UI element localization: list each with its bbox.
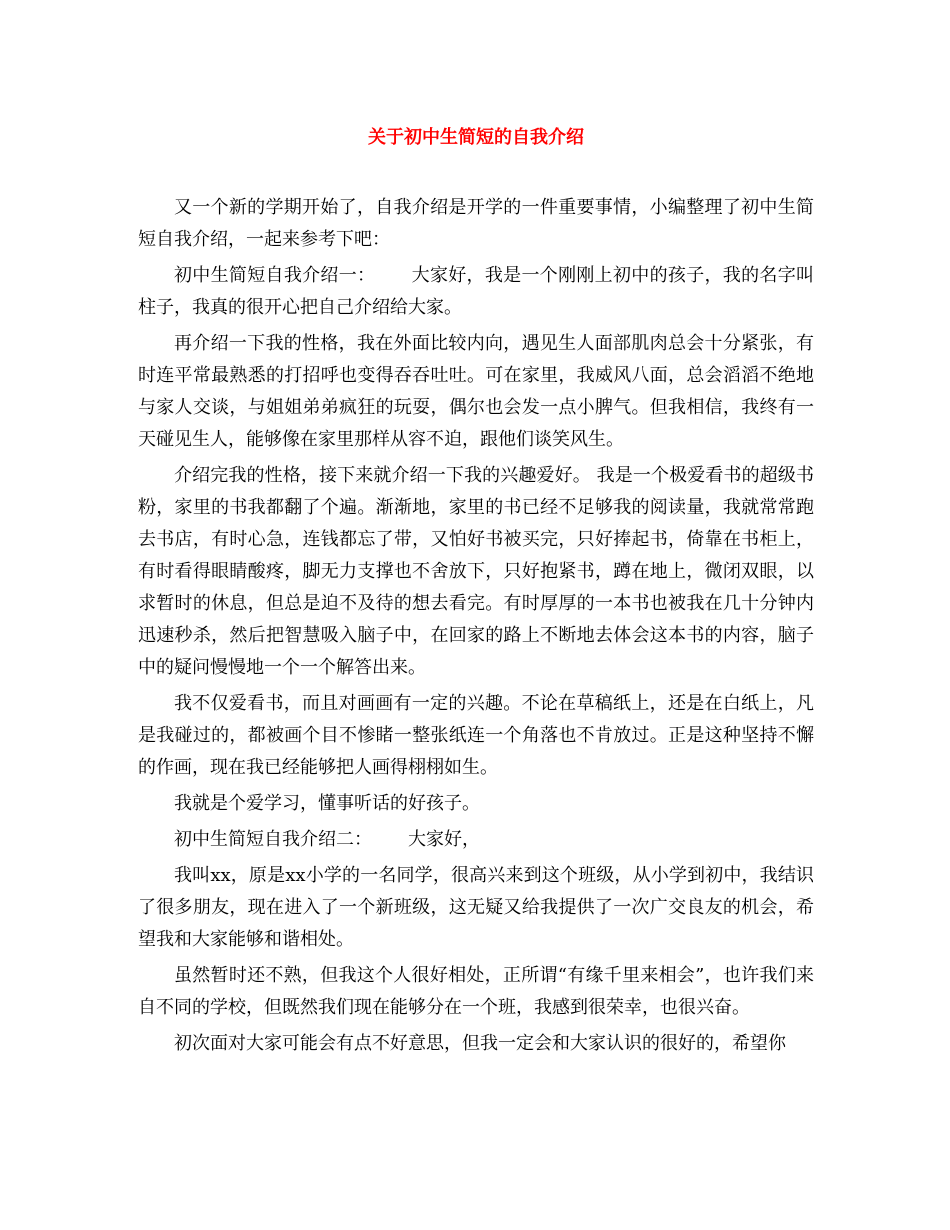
section-heading-two: 初中生简短自我介绍二： <box>174 829 372 850</box>
document-body <box>138 192 814 1064</box>
paragraph-1 <box>138 192 814 256</box>
document-page <box>138 0 814 1230</box>
paragraph-4 <box>138 460 814 684</box>
paragraph-text: 大家好，我是一个刚刚上初中的孩子，我的名字叫柱子，我真的很开心把自己介绍给大家。 <box>138 265 815 318</box>
paragraph-text: 又一个新的学期开始了，自我介绍是开学的一件重要事情，小编整理了初中生简短自我介绍，一起来参考下吧： <box>138 197 814 250</box>
paragraph-2 <box>138 260 814 324</box>
paragraph-5 <box>138 688 814 784</box>
paragraph-6 <box>138 788 814 820</box>
section-heading-one: 初中生简短自我介绍一： <box>174 265 376 286</box>
paragraph-text: 我不仅爱看书，而且对画画有一定的兴趣。不论在草稿纸上，还是在白纸上，凡是我碰过的，都被画个目不惨睹一整张纸连一个角落也不肯放过。正是这种坚持不懈的作画，现在我已经能够把人画得栩栩如生。 <box>138 693 814 778</box>
paragraph-text: 初次面对大家可能会有点不好意思，但我一定会和大家认识的很好的，希望你 <box>174 1033 786 1054</box>
paragraph-text: 介绍完我的性格，接下来就介绍一下我的兴趣爱好。 我是一个极爱看书的超级书粉，家里的书我都翻了个遍。渐渐地，家里的书已经不足够我的阅读量，我就常常跑去书店，有时心急，连钱都忘了带，又怕好书被买完，只好捧起书，倚靠在书柜上，有时看得眼睛酸疼，脚无力支撑也不舍放下，只好抱紧书，蹲在地上，微闭双眼，以求暂时的休息，但总是迫不及待的想去看完。有时厚厚的一本书也被我在几十分钟内迅速秒杀，然后把智慧吸入脑子中，在回家的路上不断地去体会这本书的内容，脑子中的疑问慢慢地一个一个解答出来。 <box>138 465 814 678</box>
paragraph-text: 我就是个爱学习，懂事听话的好孩子。 <box>174 793 480 814</box>
paragraph-text: 我叫xx，原是xx小学的一名同学，很高兴来到这个班级，从小学到初中，我结识了很多朋友，现在进入了一个新班级，这无疑又给我提供了一次广交良友的机会，希望我和大家能够和谐相处。 <box>138 865 814 950</box>
paragraph-8 <box>138 860 814 956</box>
document-title: 关于初中生简短的自我介绍 <box>368 127 584 148</box>
paragraph-text: 再介绍一下我的性格，我在外面比较内向，遇见生人面部肌肉总会十分紧张，有时连平常最熟悉的打招呼也变得吞吞吐吐。可在家里，我威风八面，总会滔滔不绝地与家人交谈，与姐姐弟弟疯狂的玩耍，偶尔也会发一点小脾气。但我相信，我终有一天碰见生人，能够像在家里那样从容不迫，跟他们谈笑风生。 <box>138 333 814 450</box>
paragraph-text: 虽然暂时还不熟，但我这个人很好相处，正所谓“有缘千里来相会”，也许我们来自不同的学校，但既然我们现在能够分在一个班，我感到很荣幸，也很兴奋。 <box>138 965 814 1018</box>
paragraph-text: 大家好， <box>408 829 480 850</box>
paragraph-7 <box>138 824 814 856</box>
paragraph-3 <box>138 328 814 456</box>
paragraph-10 <box>138 1028 814 1060</box>
paragraph-9 <box>138 960 814 1024</box>
